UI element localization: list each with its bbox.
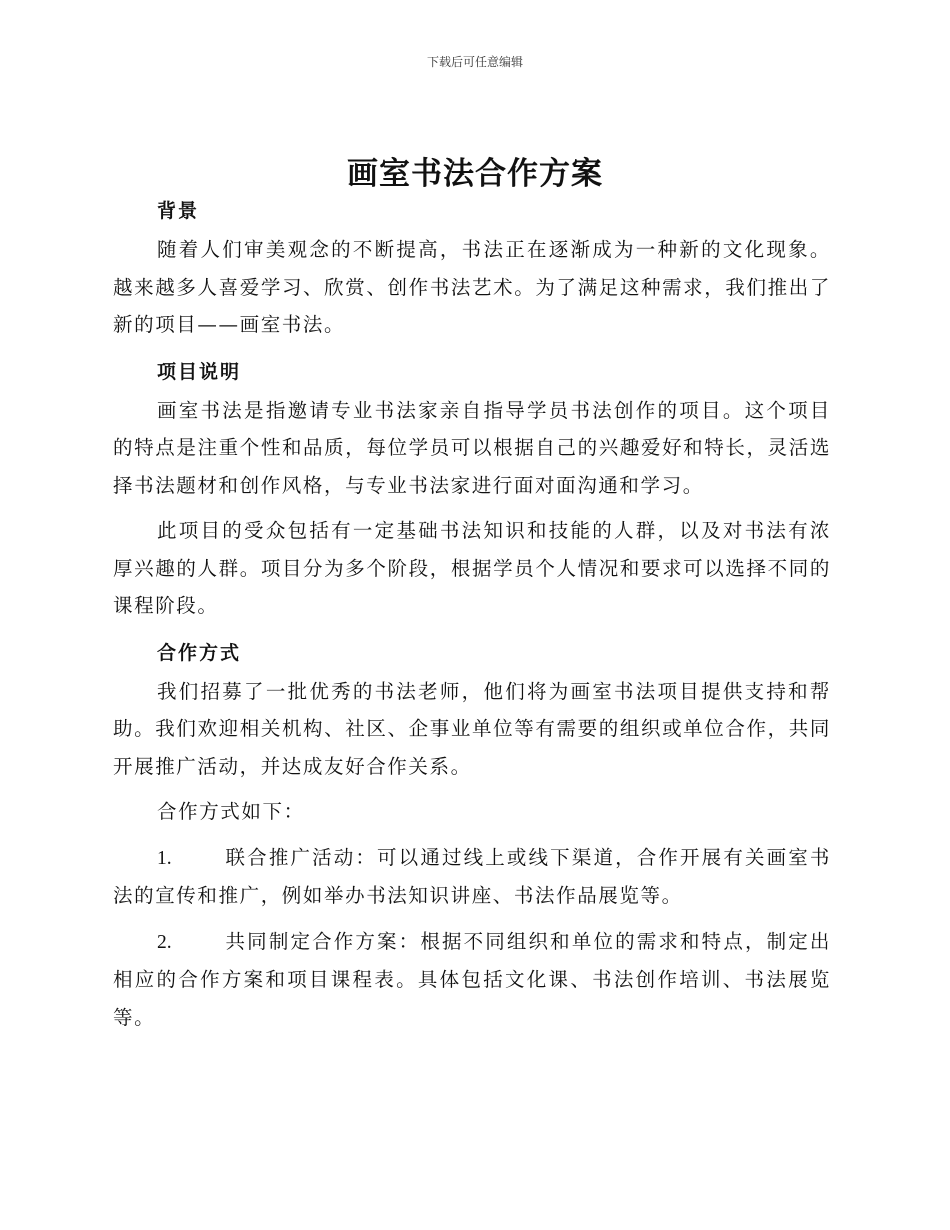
cooperation-paragraph-1: 我们招募了一批优秀的书法老师，他们将为画室书法项目提供支持和帮助。我们欢迎相关机构、社区、企事业单位等有需要的组织或单位合作，共同开展推广活动，并达成友好合作关系。 xyxy=(113,679,831,778)
section-heading-cooperation: 合作方式 xyxy=(157,641,242,664)
section-heading-background: 背景 xyxy=(157,200,200,222)
background-paragraph: 随着人们审美观念的不断提高，书法正在逐渐成为一种新的文化现象。越来越多人喜爱学习、欣赏、创作书法艺术。为了满足这种需求，我们推出了新的项目——画室书法。 xyxy=(113,238,831,336)
list-item xyxy=(113,839,831,915)
project-paragraph-1: 画室书法是指邀请专业书法家亲自指导学员书法创作的项目。这个项目的特点是注重个性和品质，每位学员可以根据自己的兴趣爱好和特长，灵活选择书法题材和创作风格，与专业书法家进行面对面沟通和学习。 xyxy=(113,398,831,497)
page-header: 下载后可任意编辑 xyxy=(426,55,523,69)
cooperation-intro: 合作方式如下： xyxy=(157,800,305,823)
list-item-text: 共同制定合作方案：根据不同组织和单位的需求和特点，制定出相应的合作方案和项目课程表。具体包括文化课、书法创作培训、书法展览等。 xyxy=(113,929,831,1029)
project-paragraph-2: 此项目的受众包括有一定基础书法知识和技能的人群，以及对书法有浓厚兴趣的人群。项目分为多个阶段，根据学员个人情况和要求可以选择不同的课程阶段。 xyxy=(113,519,831,617)
document-title: 画室书法合作方案 xyxy=(347,156,603,192)
list-item-number: 1. xyxy=(157,847,172,869)
section-heading-project: 项目说明 xyxy=(157,360,242,383)
document-body xyxy=(113,191,831,1044)
list-item xyxy=(113,923,831,1037)
list-item-text: 联合推广活动：可以通过线上或线下渠道，合作开展有关画室书法的宣传和推广，例如举办书法知识讲座、书法作品展览等。 xyxy=(113,845,831,907)
list-item-number: 2. xyxy=(157,931,172,953)
